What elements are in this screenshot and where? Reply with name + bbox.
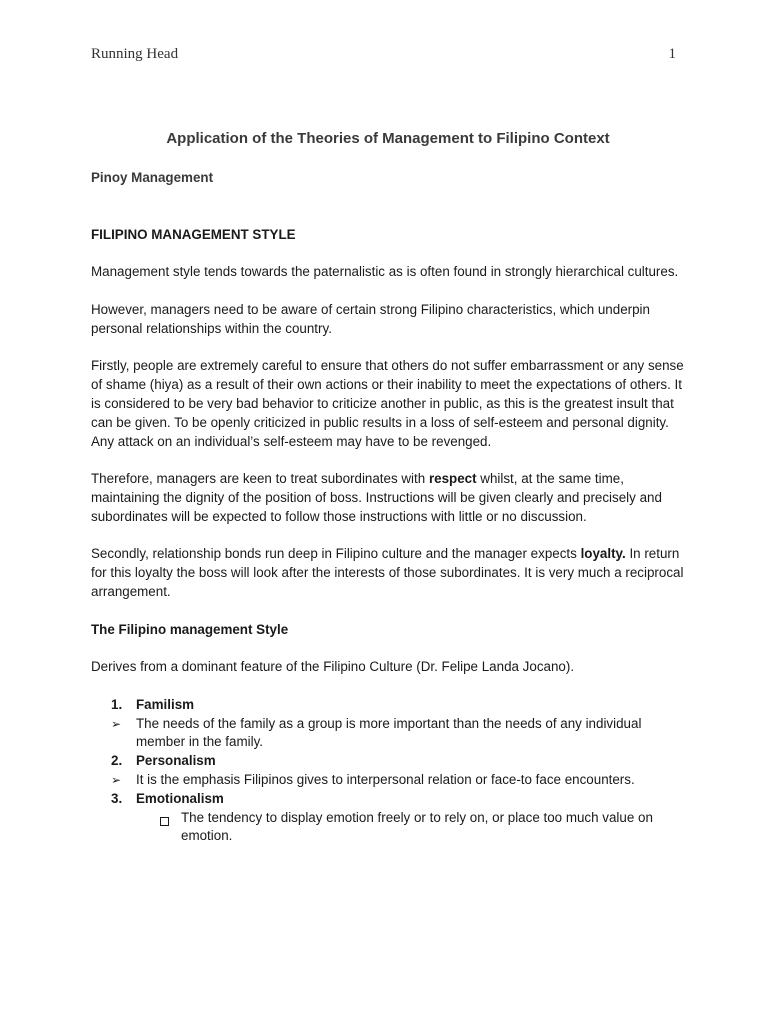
paragraph-hiya: Firstly, people are extremely careful to ensure that others do not suffer embarrassment or any sense of shame (hiya) as a result of their own actions or their inability to meet the expectations of others. It is considered to be very bad behavior to criticize another in public, as this is the greatest insult that can be given. To be openly criticized in public results in a loss of self-esteem and personal dignity. Any attack on an individual’s self-esteem may have to be revenged. (91, 358, 684, 449)
list-number: 3. (111, 790, 123, 806)
list-number: 1. (111, 696, 123, 712)
list-detail-familism (91, 715, 685, 753)
paragraph-derives: Derives from a dominant feature of the Filipino Culture (Dr. Felipe Landa Jocano). (91, 659, 575, 675)
paragraph-loyalty (91, 545, 685, 601)
loyalty-bold: loyalty. (580, 546, 626, 562)
paragraph-loyalty-before: Secondly, relationship bonds run deep in Filipino culture and the manager expects (91, 546, 581, 562)
arrow-bullet-icon: ➢ (111, 716, 122, 731)
page-number: 1 (668, 46, 676, 62)
list-detail-text: It is the emphasis Filipinos gives to interpersonal relation or face-to face encounters. (136, 771, 635, 787)
list-detail-personalism (91, 771, 685, 790)
list-label: Familism (136, 696, 195, 712)
paragraph-loyalty-after: In return for this loyalty the boss will look after the interests of those subordinates. It is very much a reciprocal arrangement. (91, 546, 684, 599)
respect-bold: respect (428, 471, 477, 487)
list-number: 2. (111, 753, 123, 769)
section-label: Pinoy Management (91, 170, 214, 185)
list-label: Emotionalism (136, 790, 224, 806)
list-detail-text: The needs of the family as a group is more important than the needs of any individual member in the family. (136, 715, 642, 750)
paragraph-characteristics: However, managers need to be aware of certain strong Filipino characteristics, which underpin personal relationships within the country. (91, 301, 650, 336)
arrow-bullet-icon: ➢ (111, 772, 122, 787)
caps-heading: FILIPINO MANAGEMENT STYLE (91, 226, 296, 242)
list-item-familism (91, 696, 685, 715)
running-head: Running Head (91, 46, 179, 62)
paragraph-respect-after: whilst, at the same time, maintaining the dignity of the position of boss. Instructions will be given clearly and precisely and subordinates will be expected to follow those instructions with little or no discussion. (91, 471, 662, 524)
list-detail-emotionalism (91, 809, 685, 847)
paragraph-respect-before: Therefore, managers are keen to treat subordinates with (91, 471, 429, 487)
list-item-emotionalism (91, 790, 685, 809)
paragraph-respect (91, 470, 685, 526)
checkbox-icon (160, 809, 181, 832)
list-detail-text: The tendency to display emotion freely or to rely on, or place too much value on emotion. (181, 809, 653, 844)
management-style-list (91, 696, 685, 846)
subheading: The Filipino management Style (91, 621, 289, 637)
document-body (91, 128, 685, 846)
paragraph-paternalistic: Management style tends towards the paternalistic as is often found in strongly hierarchical cultures. (91, 264, 679, 280)
list-label: Personalism (136, 753, 216, 769)
list-item-personalism (91, 752, 685, 771)
document-title: Application of the Theories of Management to Filipino Context (166, 130, 610, 147)
